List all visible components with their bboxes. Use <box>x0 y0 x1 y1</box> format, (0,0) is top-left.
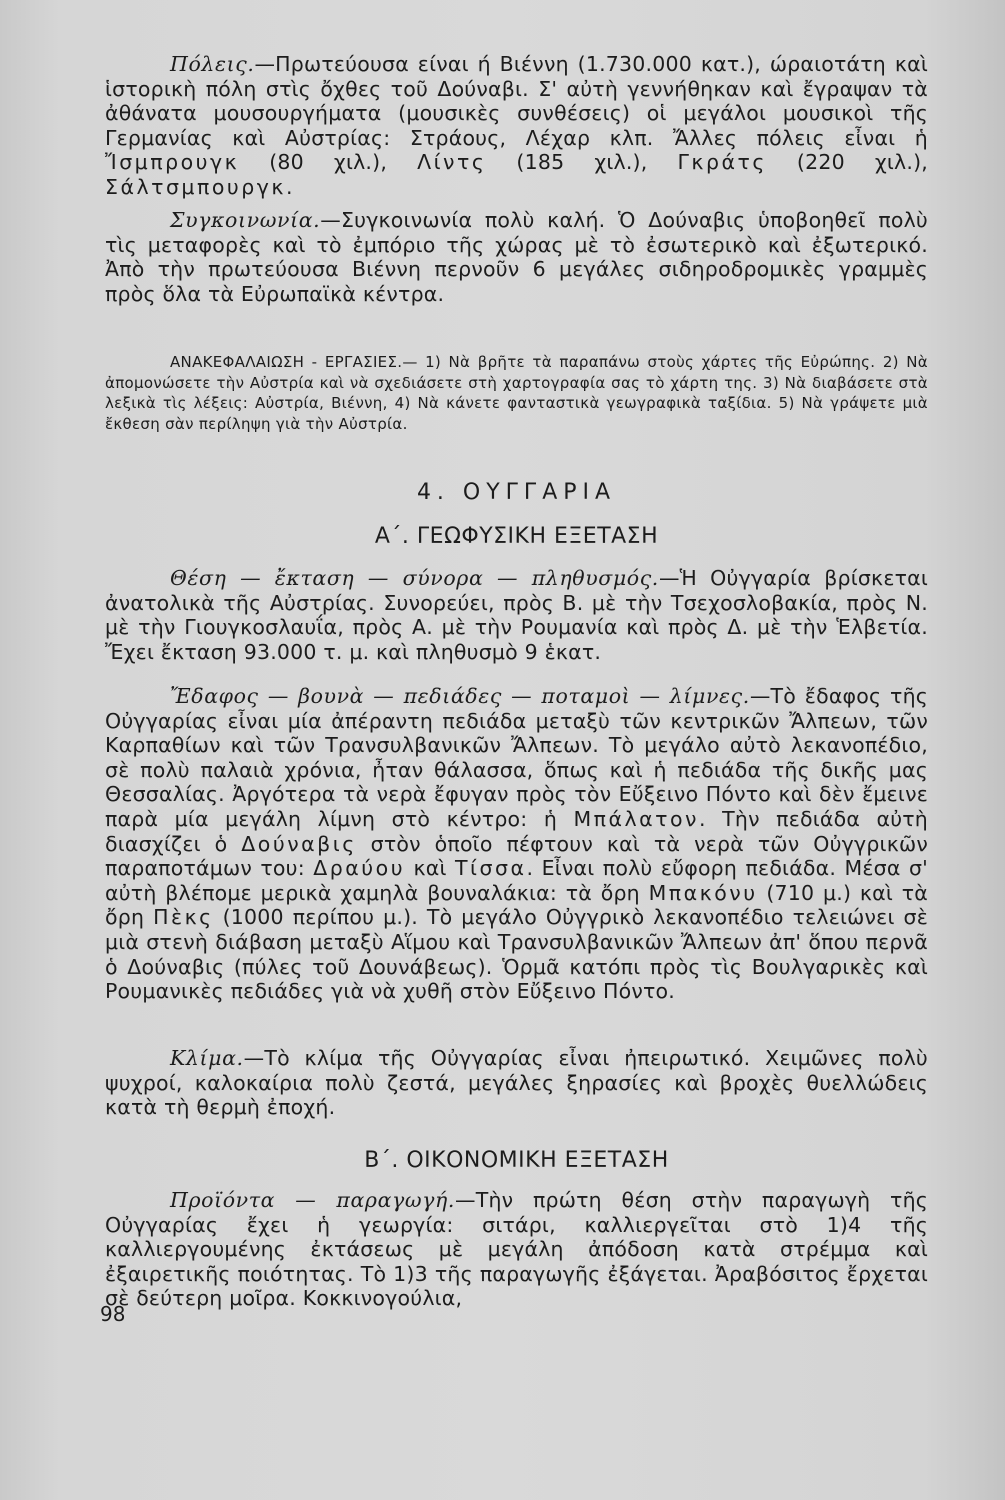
austria-cities-paragraph: Πόλεις.—Πρωτεύουσα είναι ή Βιέννη (1.730.000 κατ.), ώραιοτάτη καὶ ἱστορικὴ πόλη στὶς ὄχθες τοῦ Δούναβι. Σ' αὐτὴ γεννήθηκαν καὶ ἔγραψαν τὰ ἀθάνατα μουσουργήματα (μουσικὲς συνθέσεις) οἱ μεγάλοι μουσικοὶ τῆς Γερμανίας καὶ Αὐστρίας: Στράους, Λέχαρ κλπ. Ἄλλες πόλεις εἶναι ἡ Ἴσμπρουγκ (80 χιλ.), Λίντς (185 χιλ.), Γκράτς (220 χιλ.), Σάλτσμπουργκ. <box>105 52 929 199</box>
soil-paragraph: Ἔδαφος — βουνὰ — πεδιάδες — ποταμοὶ — λίμνες.—Τὸ ἔδαφος τῆς Οὐγγαρίας εἶναι μία ἀπέραντη πεδιάδα μεταξὺ τῶν κεντρικῶν Ἄλπεων, τῶν Καρπαθίων καὶ τῶν Τρανσυλβανικῶν Ἄλπεων. Τὸ μεγάλο αὐτὸ λεκανοπέδιο, σὲ πολὺ παλαιὰ χρόνια, ἦταν θάλασσα, ὅπως καὶ ἡ πεδιάδα τῆς δικῆς μας Θεσσαλίας. Ἀργότερα τὰ νερὰ ἔφυγαν πρὸς τὸν Εὔξεινο Πόντο καὶ δὲν ἔμεινε παρὰ μία μεγάλη λίμνη στὸ κέντρο: ἡ Μπάλατον. Τὴν πεδιάδα αὐτὴ διασχίζει ὁ Δούναβις στὸν ὁποῖο πέφτουν καὶ τὰ νερὰ τῶν Οὐγγρικῶν παραποτάμων του: Δραύου καὶ Τίσσα. Εἶναι πολὺ εὔφορη πεδιάδα. Μέσα σ' αὐτὴ βλέπομε μερικὰ χαμηλὰ βουναλάκια: τὰ ὄρη Μπακόνυ (710 μ.) καὶ τὰ ὄρη Πὲκς (1000 περίπου μ.). Τὸ μεγάλο Οὐγγρικὸ λεκανοπέδιο τελειώνει σὲ μιὰ στενὴ διάβαση μεταξὺ Αἵμου καὶ Τρανσυλβανικῶν Ἄλπεων ἀπ' ὅπου περνᾶ ὁ Δούναβις (πύλες τοῦ Δουνάβεως). Ὁρμᾶ κατόπι πρὸς τὶς Βουλγαρικὲς καὶ Ρουμανικὲς πεδιάδες γιὰ νὰ χυθῆ στὸν Εὔξεινο Πόντο. <box>105 684 929 1004</box>
austria-transport-paragraph: Συγκοινωνία.—Συγκοινωνία πολὺ καλή. Ὁ Δούναβις ὑποβοηθεῖ πολὺ τὶς μεταφορὲς καὶ τὸ ἐμπόριο τῆς χώρας μὲ τὸ ἐσωτερικὸ καὶ ἐξωτερικό. Ἀπὸ τὴν πρωτεύουσα Βιέννη περνοῦν 6 μεγάλες σιδηροδρομικὲς γραμμὲς πρὸς ὅλα τὰ Εὐρωπαϊκὰ κέντρα. <box>105 208 928 306</box>
climate-paragraph: Κλίμα.—Τὸ κλίμα τῆς Οὐγγαρίας εἶναι ἠπειρωτικό. Χειμῶνες πολὺ ψυχροί, καλοκαίρια πολὺ ζεστά, μεγάλες ξηρασίες καὶ βροχὲς θυελλώδεις κατὰ τὴ θερμὴ ἐποχή. <box>105 1046 928 1120</box>
paragraph-lead: Θέση — ἔκταση — σύνορα — πληθυσμός. <box>170 566 659 590</box>
paragraph-lead: Προϊόντα — παραγωγή. <box>170 1188 456 1212</box>
position-paragraph: Θέση — ἔκταση — σύνορα — πληθυσμός.—Ἡ Οὐγγαρία βρίσκεται ἀνατολικὰ τῆς Αὐστρίας. Συνορεύει, πρὸς Β. μὲ τὴν Τσεχοσλοβακία, πρὸς Ν. μὲ τὴν Γιουγκοσλαυΐα, πρὸς Α. μὲ τὴν Ρουμανία καὶ πρὸς Δ. μὲ τὴν Ἑλβετία. Ἔχει ἔκταση 93.000 τ. μ. καὶ πληθυσμὸ 9 ἑκατ. <box>105 566 929 664</box>
paragraph-lead: Συγκοινωνία. <box>170 208 321 232</box>
section-a-title: Α΄. ΓΕΩΦΥΣΙΚΗ ΕΞΕΤΑΣΗ <box>374 524 659 549</box>
summary-exercises: ΑΝΑΚΕΦΑΛΑΙΩΣΗ - ΕΡΓΑΣΙΕΣ.— 1) Νὰ βρῆτε τὰ παραπάνω στοὺς χάρτες τῆς Εὐρώπης. 2) Νὰ ἀπομονώσετε τὴν Αὐστρία καὶ νὰ σχεδιάσετε στὴ χαρτογραφία σας τὸ χάρτη της. 3) Νὰ διαβάσετε στὰ λεξικὰ τὶς λέξεις: Αὐστρία, Βιέννη, 4) Νὰ κάνετε φανταστικὰ γεωγραφικὰ ταξίδια. 5) Νὰ γράψετε μιὰ ἔκθεση σὰν περίληψη γιὰ τὴν Αὐστρία. <box>105 353 928 433</box>
section-b-title: Β΄. ΟΙΚΟΝΟΜΙΚΗ ΕΞΕΤΑΣΗ <box>364 1148 669 1173</box>
chapter-title: 4. ΟΥΓΓΑΡΙΑ <box>416 480 617 505</box>
summary-label: ΑΝΑΚΕΦΑΛΑΙΩΣΗ - ΕΡΓΑΣΙΕΣ. <box>170 353 403 371</box>
paragraph-lead: Ἔδαφος — βουνὰ — πεδιάδες — ποταμοὶ — λίμνες. <box>170 684 750 708</box>
paragraph-lead: Κλίμα. <box>170 1046 244 1070</box>
page-number: 98 <box>100 1302 126 1326</box>
products-paragraph: Προϊόντα — παραγωγή.—Τὴν πρώτη θέση στὴν παραγωγὴ τῆς Οὐγγαρίας ἔχει ἡ γεωργία: σιτάρι, καλλιεργεῖται στὸ 1)4 τῆς καλλιεργουμένης ἐκτάσεως μὲ μεγάλη ἀπόδοση κατὰ στρέμμα καὶ ἐξαιρετικῆς ποιότητας. Τὸ 1)3 τῆς παραγωγῆς ἐξάγεται. Ἀραβόσιτος ἔρχεται σὲ δεύτερη μοῖρα. Κοκκινογούλια, <box>105 1188 929 1311</box>
paragraph-lead: Πόλεις. <box>170 52 255 76</box>
